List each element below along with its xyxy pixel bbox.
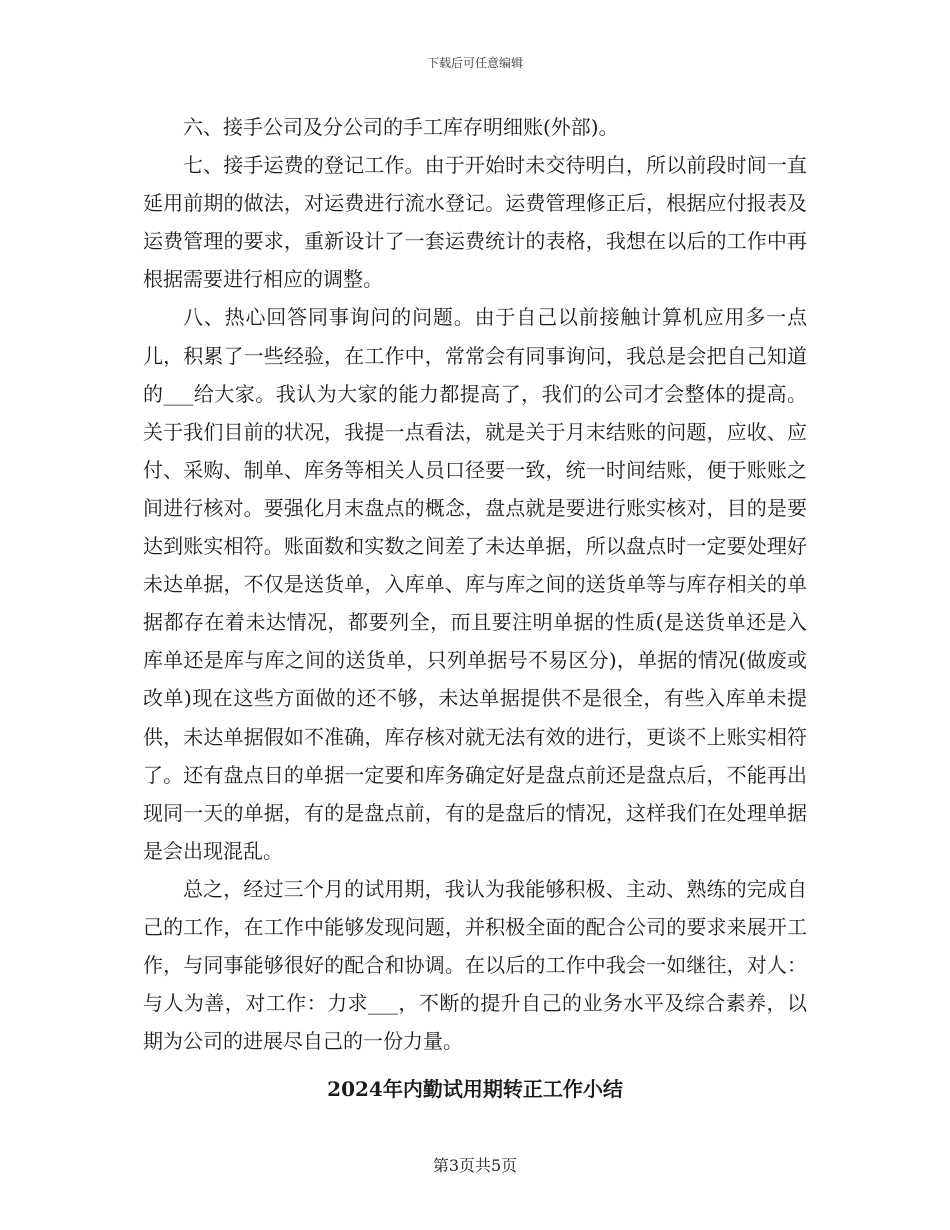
page-header: 下载后可任意编辑 [426,56,523,70]
paragraph-item-7: 七、接手运费的登记工作。由于开始时未交待明白，所以前段时间一直延用前期的做法，对运费进行流水登记。运费管理修正后，根据应付报表及运费管理的要求，重新设计了一套运费统计的表格，我想在以后的工作中再根据需要进行相应的调整。 [143,153,807,292]
paragraph-item-6: 六、接手公司及分公司的手工库存明细账(外部)。 [183,115,619,139]
paragraph-item-8: 八、热心回答同事询问的问题。由于自己以前接触计算机应用多一点儿，积累了一些经验，在工作中，常常会有同事询问，我总是会把自己知道的___给大家。我认为大家的能力都提高了，我们的公司才会整体的提高。关于我们目前的状况，我提一点看法，就是关于月末结账的问题，应收、应付、采购、制单、库务等相关人员口径要一致，统一时间结账，便于账账之间进行核对。要强化月末盘点的概念，盘点就是要进行账实核对，目的是要达到账实相符。账面数和实数之间差了未达单据，所以盘点时一定要处理好未达单据，不仅是送货单，入库单、库与库之间的送货单等与库存相关的单据都存在着未达情况，都要列全，而且要注明单据的性质(是送货单还是入库单还是库与库之间的送货单，只列单据号不易区分)，单据的情况(做废或改单)现在这些方面做的还不够，未达单据提供不是很全，有些入库单未提供，未达单据假如不准确，库存核对就无法有效的进行，更谈不上账实相符了。还有盘点日的单据一定要和库务确定好是盘点前还是盘点后，不能再出现同一天的单据，有的是盘点前，有的是盘后的情况，这样我们在处理单据是会出现混乱。 [143,305,807,863]
document-title: 2024年内勤试用期转正工作小结 [327,1077,623,1101]
page-number: 第3页共5页 [432,1156,518,1175]
paragraph-summary: 总之，经过三个月的试用期，我认为我能够积极、主动、熟练的完成自己的工作，在工作中能够发现问题，并积极全面的配合公司的要求来展开工作，与同事能够很好的配合和协调。在以后的工作中我会一如继往，对人：与人为善，对工作：力求___，不断的提升自己的业务水平及综合素养，以期为公司的进展尽自己的一份力量。 [143,876,807,1054]
document-body [143,108,807,1060]
